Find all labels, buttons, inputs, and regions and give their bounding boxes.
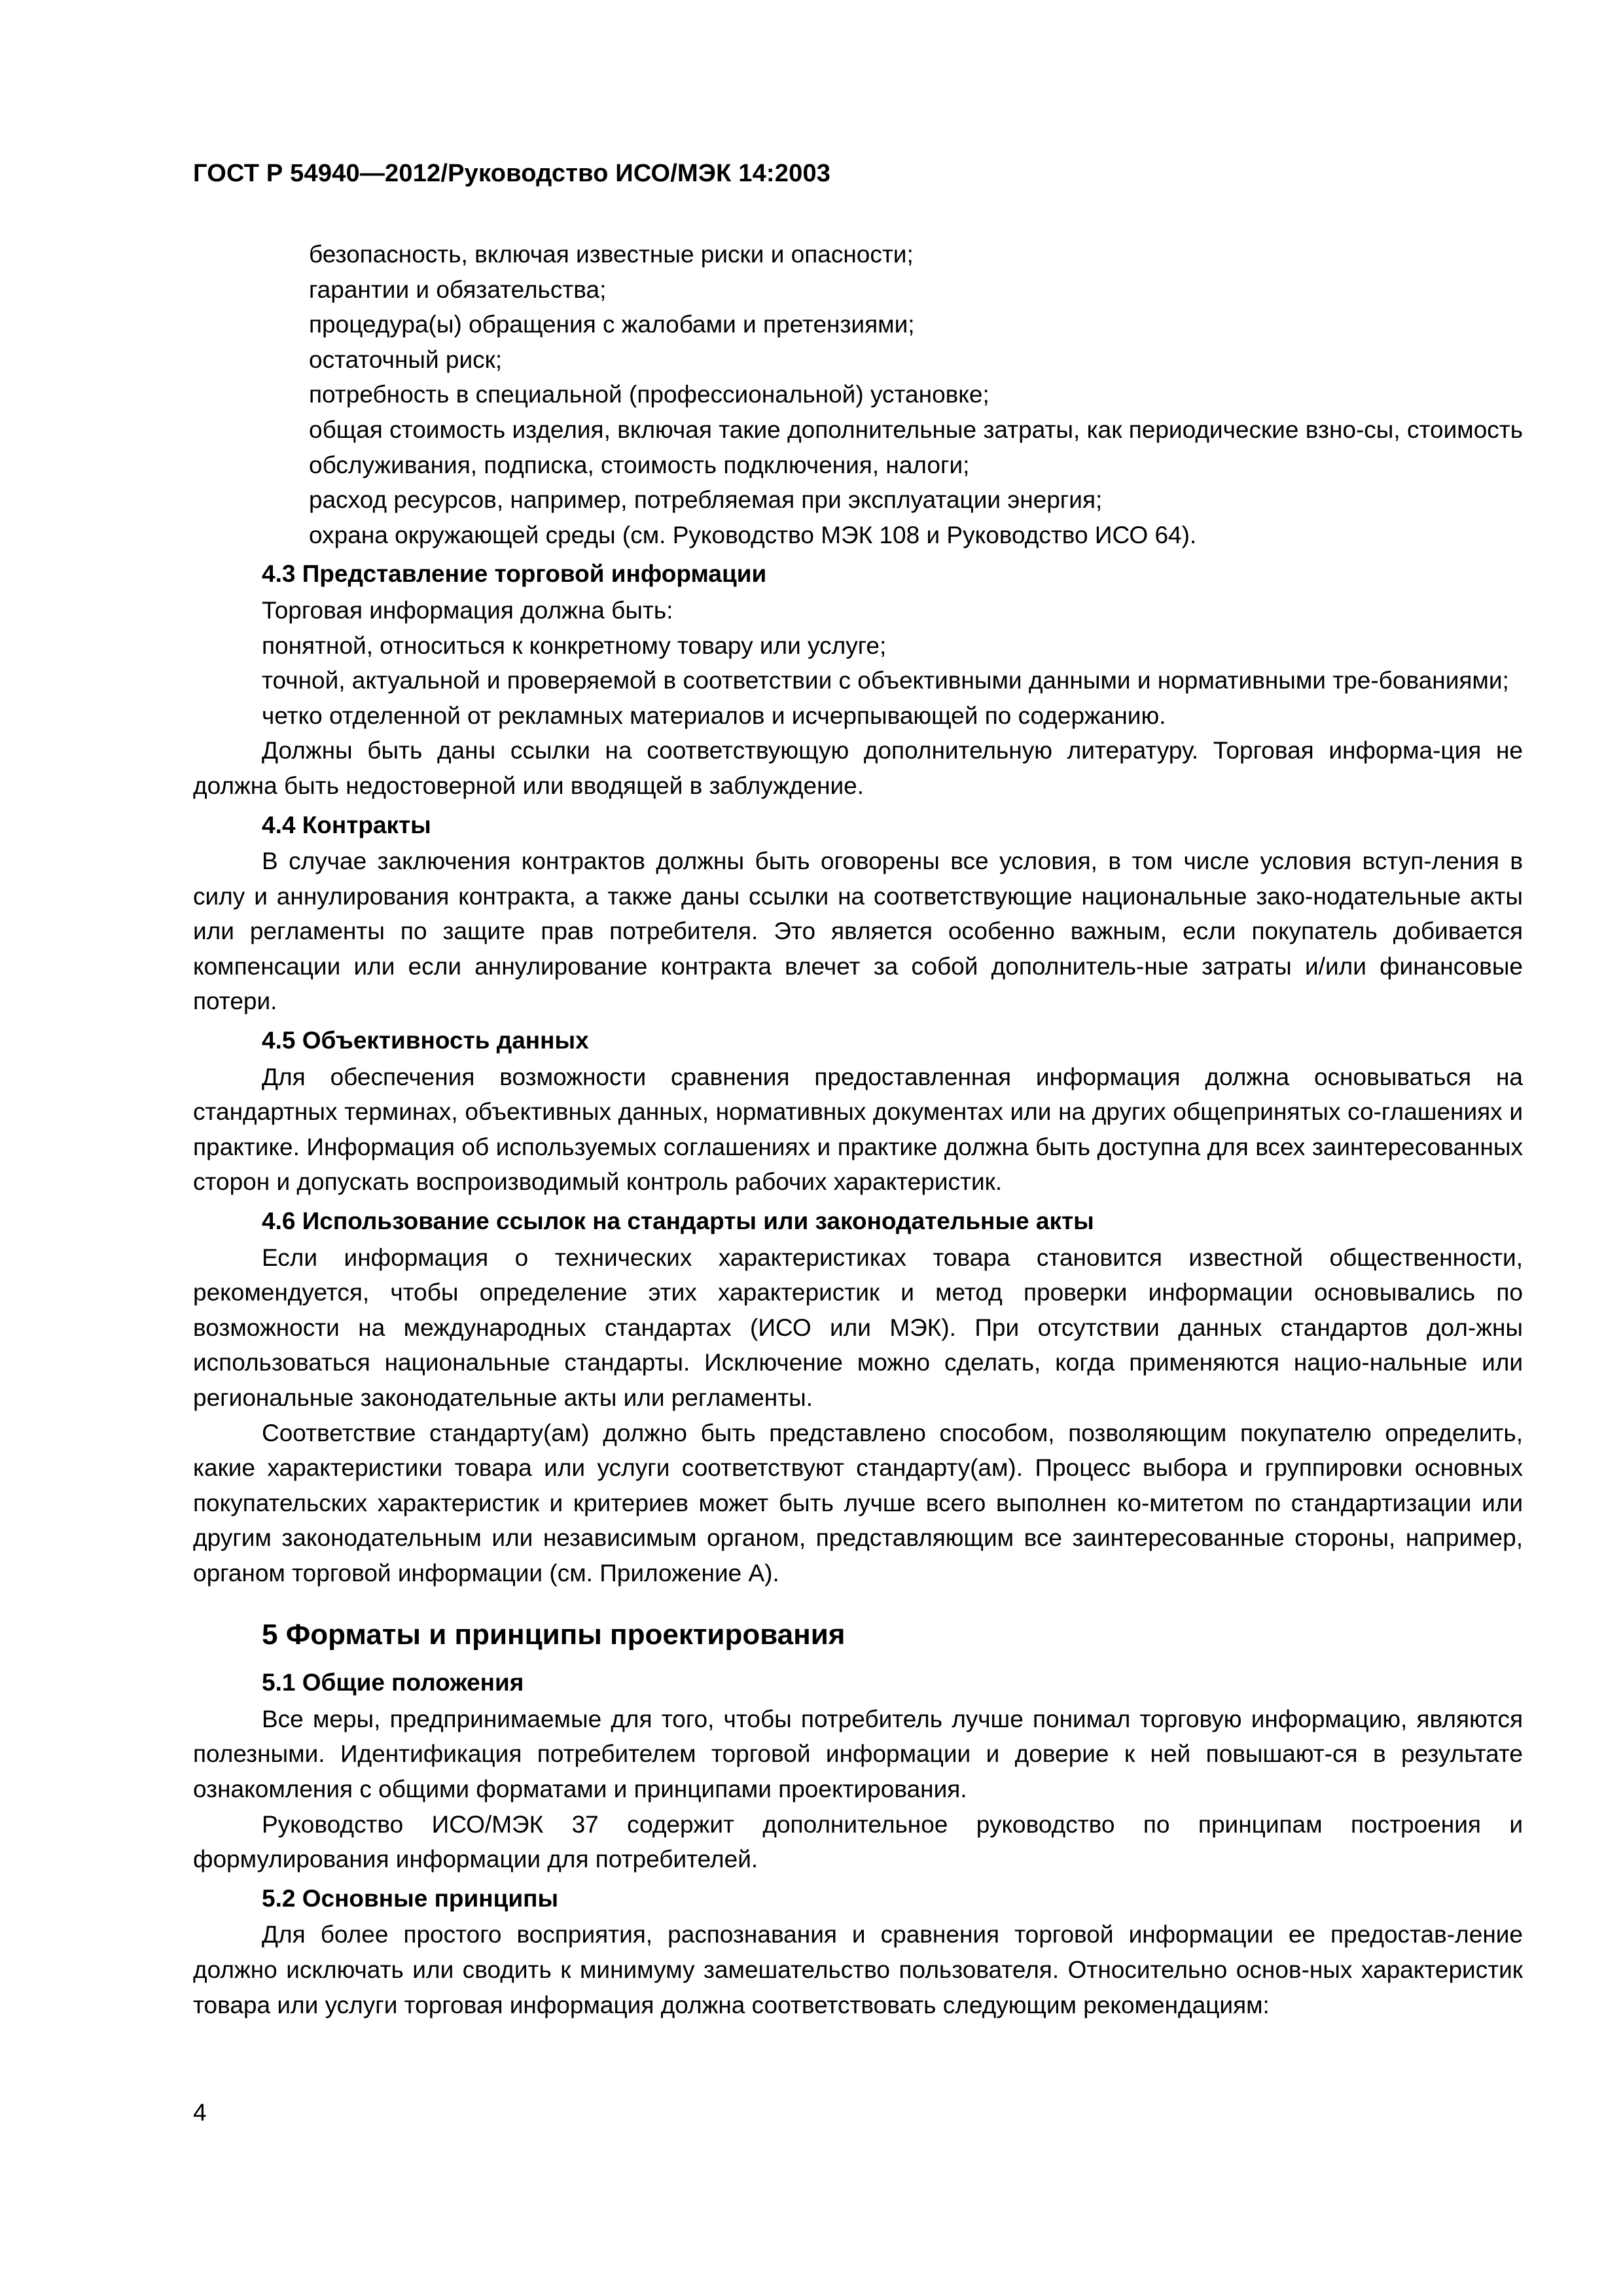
section-4-3-intro: Торговая информация должна быть:: [262, 596, 673, 624]
section-4-6-heading: 4.6 Использование ссылок на стандарты или законодательные акты: [262, 1208, 1094, 1235]
list-item: безопасность, включая известные риски и опасности;: [309, 241, 914, 268]
list-item: охрана окружающей среды (см. Руководство МЭК 108 и Руководство ИСО 64).: [309, 521, 1197, 548]
page-number: 4: [193, 2099, 207, 2126]
section-5-heading: 5 Форматы и принципы проектирования: [262, 1618, 846, 1651]
section-4-3-item: понятной, относиться к конкретному товару или услуге;: [262, 632, 887, 659]
list-item: остаточный риск;: [309, 346, 503, 373]
section-5-1-heading: 5.1 Общие положения: [262, 1669, 524, 1696]
section-4-5-heading: 4.5 Объективность данных: [262, 1027, 589, 1054]
section-4-3-heading: 4.3 Представление торговой информации: [262, 560, 767, 588]
document-body: [193, 237, 1523, 2022]
section-4-5-paragraph: Для обеспечения возможности сравнения предоставленная информация должна основываться на стандартных терминах, объективных данных, нормативных документах или на других общепринятых со-глашениях и практике. Информация об используемых соглашениях и практике должна быть доступна для всех заинтересованных сторон и допускать воспроизводимый контроль рабочих характеристик.: [193, 1063, 1523, 1196]
section-4-6-paragraph: Соответствие стандарту(ам) должно быть представлено способом, позволяющим покупателю определить, какие характеристики товара или услуги соответствуют стандарту(ам). Процесс выбора и группировки основных покупательских характеристик и критериев может быть лучше всего выполнен ко-митетом по стандартизации или другим законодательным или независимым органом, представляющим все заинтересованные стороны, например, органом торговой информации (см. Приложение А).: [193, 1419, 1523, 1587]
section-4-4-heading: 4.4 Контракты: [262, 811, 431, 838]
section-4-3-item: точной, актуальной и проверяемой в соответствии с объективными данными и нормативными тре-бованиями;: [262, 667, 1509, 694]
document-header: ГОСТ Р 54940—2012/Руководство ИСО/МЭК 14:2003: [193, 160, 831, 187]
section-4-4-paragraph: В случае заключения контрактов должны быть оговорены все условия, в том числе условия вступ-ления в силу и аннулирования контракта, а также даны ссылки на соответствующие национальные зако-нодательные акты или регламенты по защите прав потребителя. Это является особенно важным, если покупатель добивается компенсации или если аннулирование контракта влечет за собой дополнитель-ные затраты и/или финансовые потери.: [193, 848, 1523, 1015]
list-item: гарантии и обязательства;: [309, 276, 607, 303]
section-5-2-paragraph: Для более простого восприятия, распознавания и сравнения торговой информации ее предостав-ление должно исключать или сводить к минимуму замешательство пользователя. Относительно основ-ных характеристик товара или услуги торговая информация должна соответствовать следующим рекомендациям:: [193, 1921, 1523, 2018]
section-5-1-paragraph: Руководство ИСО/МЭК 37 содержит дополнительное руководство по принципам построения и формулирования информации для потребителей.: [193, 1810, 1523, 1873]
section-4-6-paragraph: Если информация о технических характеристиках товара становится известной общественности, рекомендуется, чтобы определение этих характеристик и метод проверки информации основывались по возможности на международных стандартах (ИСО или МЭК). При отсутствии данных стандартов дол-жны использоваться национальные стандарты. Исключение можно сделать, когда применяются нацио-нальные или региональные законодательные акты или регламенты.: [193, 1244, 1523, 1411]
list-item: процедура(ы) обращения с жалобами и претензиями;: [309, 311, 915, 338]
section-5-1-paragraph: Все меры, предпринимаемые для того, чтобы потребитель лучше понимал торговую информацию, являются полезными. Идентификация потребителем торговой информации и доверие к ней повышают-ся в результате ознакомления с общими форматами и принципами проектирования.: [193, 1705, 1523, 1803]
section-4-3-item: четко отделенной от рекламных материалов и исчерпывающей по содержанию.: [262, 702, 1166, 729]
section-4-3-paragraph: Должны быть даны ссылки на соответствующую дополнительную литературу. Торговая информа-ция не должна быть недостоверной или вводящей в заблуждение.: [193, 737, 1523, 799]
section-5-2-heading: 5.2 Основные принципы: [262, 1884, 559, 1912]
list-item: расход ресурсов, например, потребляемая при эксплуатации энергия;: [309, 486, 1103, 514]
list-item: общая стоимость изделия, включая такие дополнительные затраты, как периодические взно-сы, стоимость обслуживания, подписка, стоимость подключения, налоги;: [309, 416, 1523, 478]
list-item: потребность в специальной (профессиональной) установке;: [309, 381, 990, 408]
